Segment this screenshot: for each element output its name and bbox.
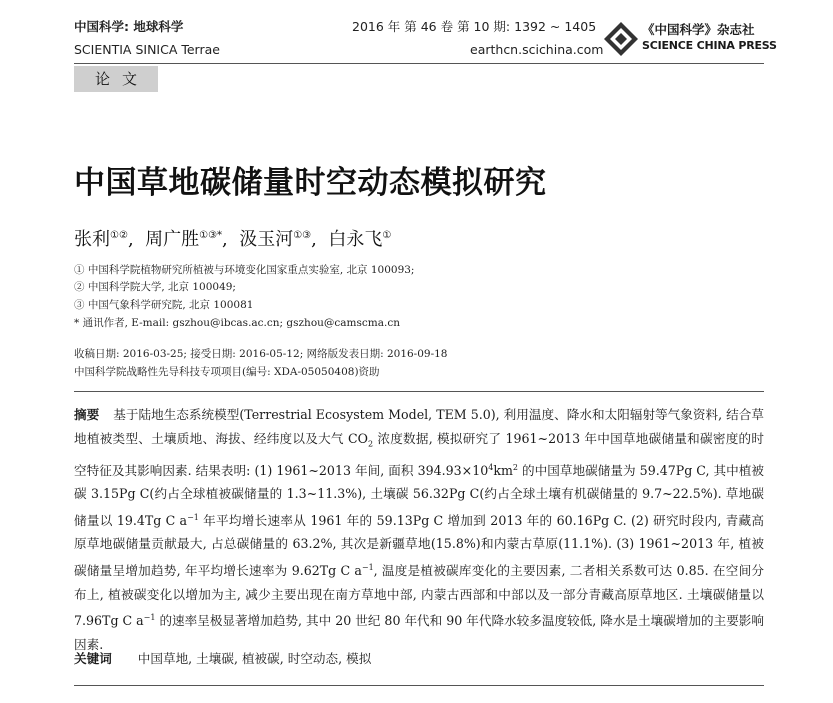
publisher-name-cn: 《中国科学》杂志社: [642, 22, 755, 37]
affiliation: ① 中国科学院植物研究所植被与环境变化国家重点实验室, 北京 100093;: [74, 264, 415, 276]
journal-name-en: SCIENTIA SINICA Terrae: [74, 42, 220, 57]
bottom-rule: [74, 685, 764, 686]
abstract-subscript: 2: [368, 439, 374, 449]
abstract-text: 的速率呈极显著增加趋势, 其中 20 世纪 80 年代和 90 年代降水较多温度较低, 降水是土壤碳增加的主要影响因素.: [74, 613, 764, 652]
abstract-label: 摘要: [74, 407, 100, 422]
section-rule: [74, 391, 764, 392]
keywords-label: 关键词: [74, 651, 112, 666]
funding-note: 中国科学院战略性先导科技专项项目(编号: XDA-05050408)资助: [74, 366, 380, 378]
abstract-superscript: −1: [361, 562, 374, 572]
corresponding-author: * 通讯作者, E-mail: gszhou@ibcas.ac.cn; gszhou@camscma.cn: [74, 317, 400, 329]
author-name: 白永飞: [328, 229, 383, 250]
author-affiliation-mark: ①: [382, 230, 392, 241]
author-affiliation-mark: ①③: [293, 230, 312, 241]
abstract-text: 的中国草地碳储量为 59.47Pg C, 其中植被碳 3.15Pg C(约占全球植被碳储量的 1.3~11.3%), 土壤碳 56.32Pg C(约占全球土壤有机碳储量的 9.7~22.5%). 草地碳储量以 19.4Tg C a: [74, 462, 764, 528]
abstract-superscript: −1: [187, 512, 199, 522]
publisher-name-en: SCIENCE CHINA PRESS: [642, 39, 777, 52]
abstract-text: 基于陆地生态系统模型(Terrestrial Ecosystem Model, TEM 5.0), 利用温度、降水和太阳辐射等气象资料, 结合草地植被类型、土壤质地、海拔、经纬度以及大气 CO: [74, 407, 764, 446]
affiliation: ② 中国科学院大学, 北京 100049;: [74, 281, 236, 293]
publisher-block: [602, 14, 782, 58]
abstract-superscript: −1: [143, 613, 156, 623]
abstract: [74, 403, 764, 656]
science-china-press-logo-icon: [602, 20, 640, 58]
author-name: 张利: [74, 229, 110, 250]
section-badge: 论文: [74, 66, 158, 92]
author-name: 周广胜: [145, 229, 200, 250]
header-rule: [74, 63, 764, 64]
abstract-text: , 温度是植被碳库变化的主要因素, 二者相关系数可达 0.85. 在空间分布上, 植被碳变化以增加为主, 减少主要出现在南方草地中部, 内蒙古西部和中部以及一部分青藏高原草地区. 土壤碳储量以 7.96Tg C a: [74, 563, 764, 629]
abstract-text: km: [493, 462, 513, 478]
journal-name-cn: 中国科学: 地球科学: [74, 19, 184, 34]
journal-url[interactable]: earthcn.scichina.com: [470, 42, 604, 57]
affiliation: ③ 中国气象科学研究院, 北京 100081: [74, 299, 254, 311]
keywords-text: 中国草地, 土壤碳, 植被碳, 时空动态, 模拟: [137, 651, 372, 666]
abstract-text: 浓度数据, 模拟研究了 1961~2013 年中国草地碳储量和碳密度的时空特征及其影响因素. 结果表明: (1) 1961~2013 年间, 面积 394.93×10: [74, 430, 764, 478]
author-affiliation-mark: ①②: [110, 230, 128, 241]
author-affiliation-mark: ①③*: [199, 230, 223, 241]
abstract-superscript: 4: [488, 462, 494, 472]
abstract-text: 年平均增长速率从 1961 年的 59.13Pg C 增加到 2013 年的 60.16Pg C. (2) 研究时段内, 青藏高原草地碳储量贡献最大, 占总碳储量的 63.2%, 其次是新疆草地(15.8%)和内蒙古草原(11.1%). (3) 1961~2013 年, 植被碳储量呈增加趋势, 年平均增长速率为 9.62Tg C a: [74, 512, 765, 579]
publication-dates: 收稿日期: 2016-03-25; 接受日期: 2016-05-12; 网络版发表日期: 2016-09-18: [74, 348, 448, 360]
author-name: 汲玉河: [239, 229, 294, 250]
volume-info: 2016 年 第 46 卷 第 10 期: 1392 ~ 1405: [352, 19, 597, 34]
keywords: [74, 648, 371, 667]
abstract-superscript: 2: [512, 462, 518, 472]
paper-title: 中国草地碳储量时空动态模拟研究: [74, 165, 547, 201]
author-list: 张利①②, 周广胜①③*, 汲玉河①③, 白永飞①: [74, 229, 392, 250]
